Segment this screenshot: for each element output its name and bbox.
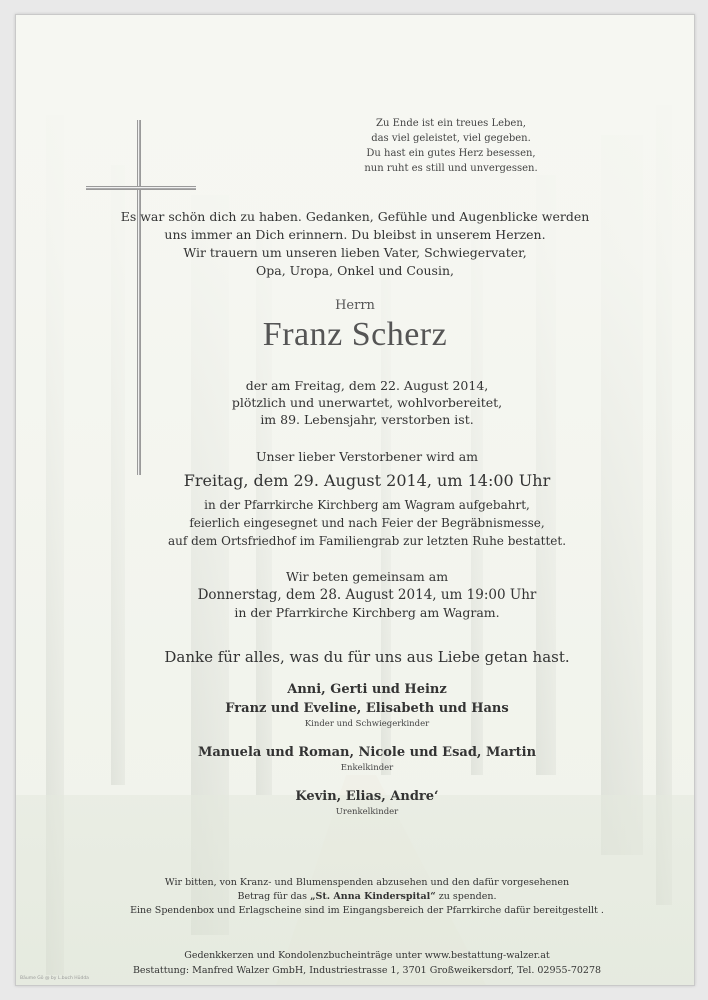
footer-line: Bestattung: Manfred Walzer GmbH, Industriestrasse 1, 3701 Großweikersdorf, Tel. 02955-70278	[132, 965, 602, 976]
funeral-date: Freitag, dem 29. August 2014, um 14:00 Uhr	[183, 471, 551, 490]
family-group-grandchildren	[28, 743, 695, 774]
poem-line: nun ruht es still und unvergessen.	[364, 163, 538, 174]
intro-line: Wir trauern um unseren lieben Vater, Schwiegervater,	[183, 245, 527, 260]
deceased-name: Franz Scherz	[262, 316, 448, 353]
prayer-line: in der Pfarrkirche Kirchberg am Wagram.	[234, 605, 500, 620]
death-line: plötzlich und unerwartet, wohlvorbereitet,	[231, 395, 503, 410]
family-relation: Enkelkinder	[340, 763, 394, 773]
funeral-details	[28, 496, 695, 550]
poem-line: Du hast ein gutes Herz besessen,	[366, 148, 536, 159]
request-line	[28, 890, 695, 904]
intro-line: Opa, Uropa, Onkel und Cousin,	[256, 263, 454, 278]
request-text: Betrag für das	[237, 891, 311, 902]
poem-line: Zu Ende ist ein treues Leben,	[376, 118, 526, 129]
death-line: im 89. Lebensjahr, verstorben ist.	[260, 412, 474, 427]
footer	[28, 948, 695, 978]
salutation: Herrn	[335, 298, 375, 313]
family-names: Franz und Eveline, Elisabeth und Hans	[225, 701, 509, 716]
funeral-intro: Unser lieber Verstorbener wird am	[255, 449, 479, 464]
prayer-line: Donnerstag, dem 28. August 2014, um 19:00 Uhr	[197, 587, 537, 603]
thanks-text: Danke für alles, was du für uns aus Liebe getan hast.	[164, 648, 570, 666]
funeral-line: feierlich eingesegnet und nach Feier der Begräbnismesse,	[189, 516, 545, 530]
obituary-page	[15, 14, 695, 986]
charity-name: „St. Anna Kinderspital“	[310, 891, 436, 902]
funeral-line: in der Pfarrkirche Kirchberg am Wagram aufgebahrt,	[204, 498, 530, 512]
obituary-content	[16, 15, 694, 985]
prayer-notice	[28, 568, 695, 622]
family-group-great-grandchildren	[28, 787, 695, 818]
footer-line: Gedenkkerzen und Kondolenzbucheinträge unter www.bestattung-walzer.at	[184, 950, 550, 961]
intro-line: Es war schön dich zu haben. Gedanken, Gefühle und Augenblicke werden	[120, 209, 590, 224]
request-line: Eine Spendenbox und Erlagscheine sind im Eingangsbereich der Pfarrkirche dafür bereitgestellt .	[130, 905, 604, 916]
poem-line: das viel geleistet, viel gegeben.	[371, 133, 531, 144]
donation-request	[28, 876, 695, 918]
family-names: Kevin, Elias, Andre‘	[295, 789, 439, 804]
death-notice	[28, 377, 695, 428]
request-line: Wir bitten, von Kranz- und Blumenspenden abzusehen und den dafür vorgesehenen	[164, 877, 570, 888]
intro-text	[16, 208, 694, 280]
death-line: der am Freitag, dem 22. August 2014,	[245, 378, 489, 393]
funeral-line: auf dem Ortsfriedhof im Familiengrab zur letzten Ruhe bestattet.	[167, 534, 567, 548]
family-group-children	[28, 680, 695, 730]
intro-line: uns immer an Dich erinnern. Du bleibst in unserem Herzen.	[164, 227, 546, 242]
image-credit: Bäume Gö @ by L.buch Hüdda	[20, 976, 89, 981]
family-relation: Urenkelkinder	[335, 807, 399, 817]
request-text: zu spenden.	[435, 891, 497, 902]
memorial-poem	[201, 116, 695, 176]
family-names: Anni, Gerti und Heinz	[287, 682, 447, 697]
prayer-line: Wir beten gemeinsam am	[285, 569, 449, 584]
family-relation: Kinder und Schwiegerkinder	[304, 719, 430, 729]
family-names: Manuela und Roman, Nicole und Esad, Martin	[197, 745, 537, 760]
